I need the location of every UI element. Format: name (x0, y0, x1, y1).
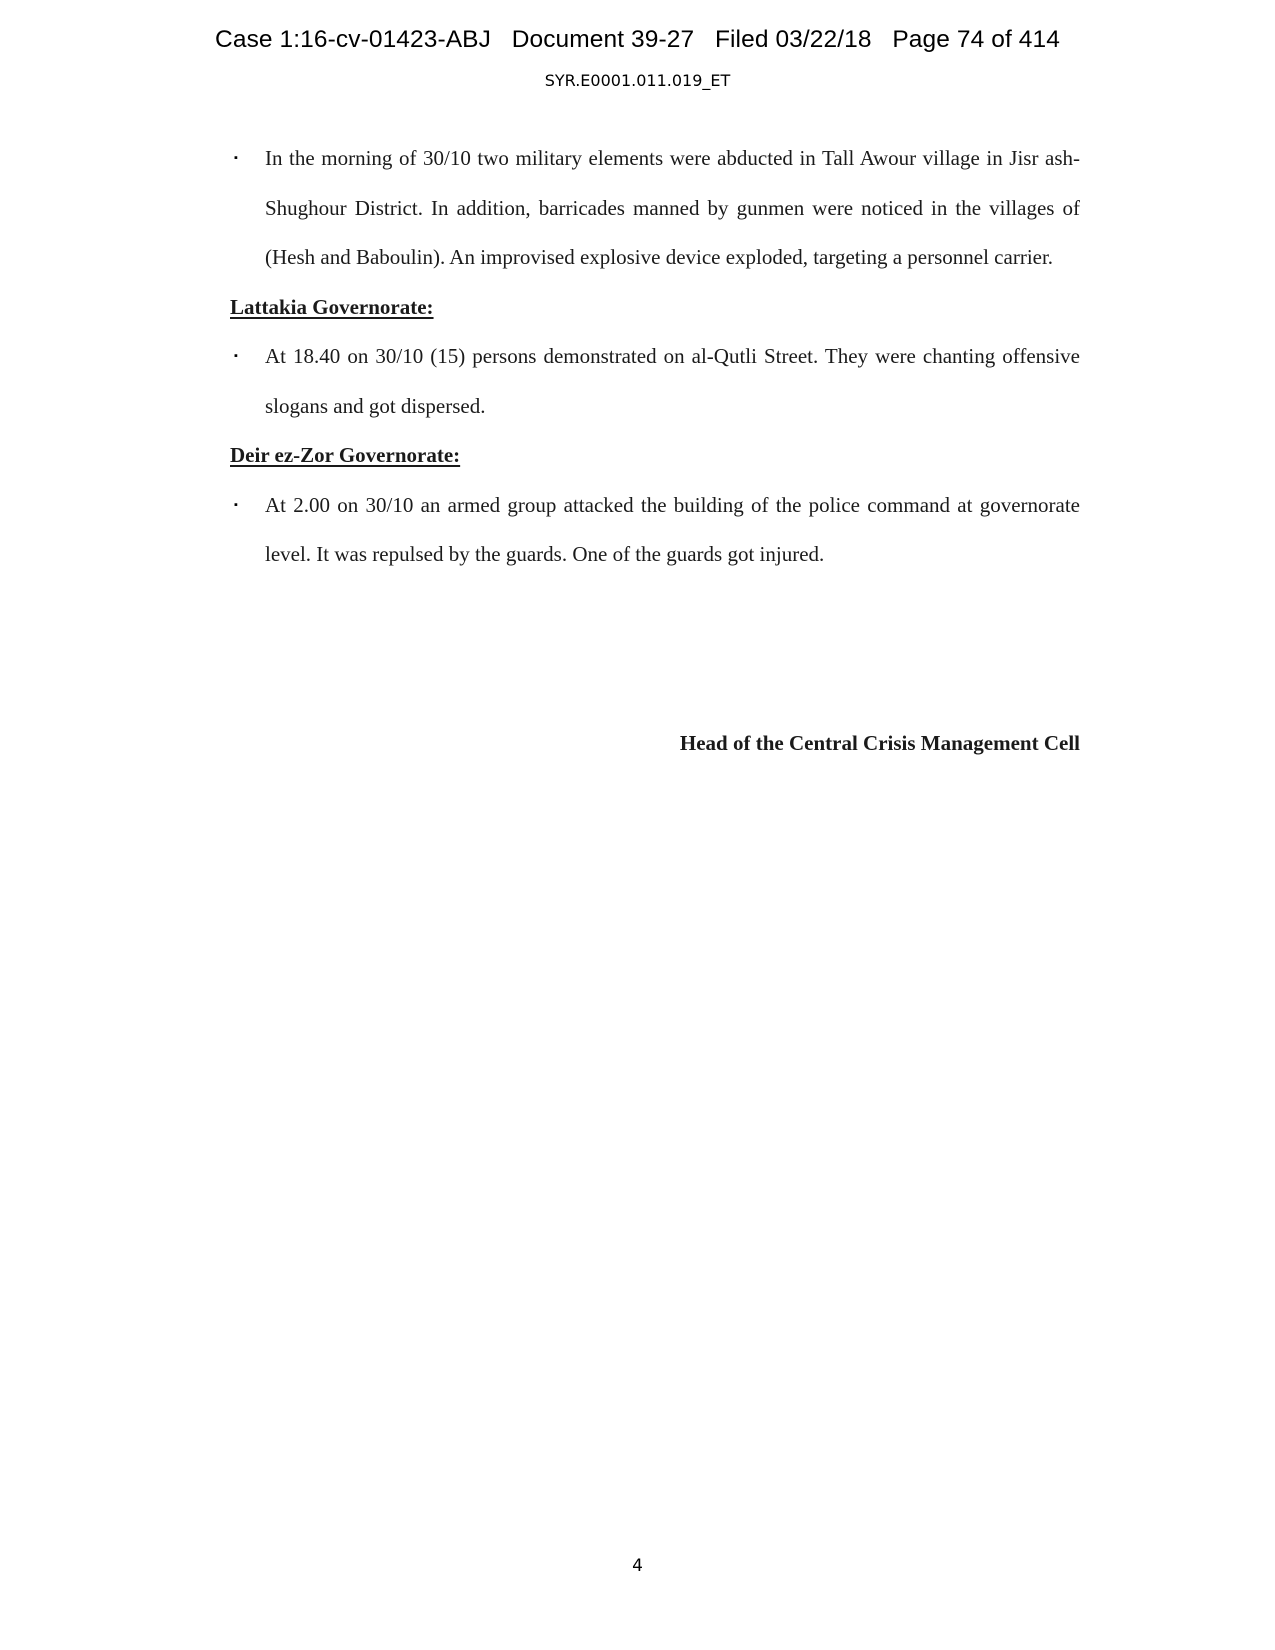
list-item (230, 134, 1080, 283)
section-heading-lattakia: Lattakia Governorate: (230, 294, 434, 319)
signature-line: Head of the Central Crisis Management Cell (679, 731, 1080, 755)
bullet-icon: ▪ (234, 498, 238, 511)
list-item-text: At 18.40 on 30/10 (15) persons demonstrated on al-Qutli Street. They were chanting offensive slogans and got dispersed. (265, 344, 1080, 418)
list-item (230, 481, 1080, 580)
list-item (230, 332, 1080, 431)
document-id: SYR.E0001.011.019_ET (544, 71, 731, 90)
bullet-icon: ▪ (234, 350, 238, 362)
section-heading-deir-ez-zor: Deir ez-Zor Governorate: (230, 443, 461, 467)
document-body (230, 134, 1080, 580)
case-header: Case 1:16-cv-01423-ABJ Document 39-27 Filed 03/22/18 Page 74 of 414 (215, 26, 1060, 53)
list-item-text: In the morning of 30/10 two military elements were abducted in Tall Awour village in Jisr ash-Shughour District. In addition, barricades manned by gunmen were noticed in the villages of (Hesh and Baboulin). An improvised explosive device exploded, targeting a personnel carrier. (265, 146, 1080, 269)
list-item-text: At 2.00 on 30/10 an armed group attacked the building of the police command at governorate level. It was repulsed by the guards. One of the guards got injured. (265, 492, 1080, 566)
page-number: 4 (632, 1556, 643, 1576)
bullet-icon: ▪ (234, 152, 238, 164)
